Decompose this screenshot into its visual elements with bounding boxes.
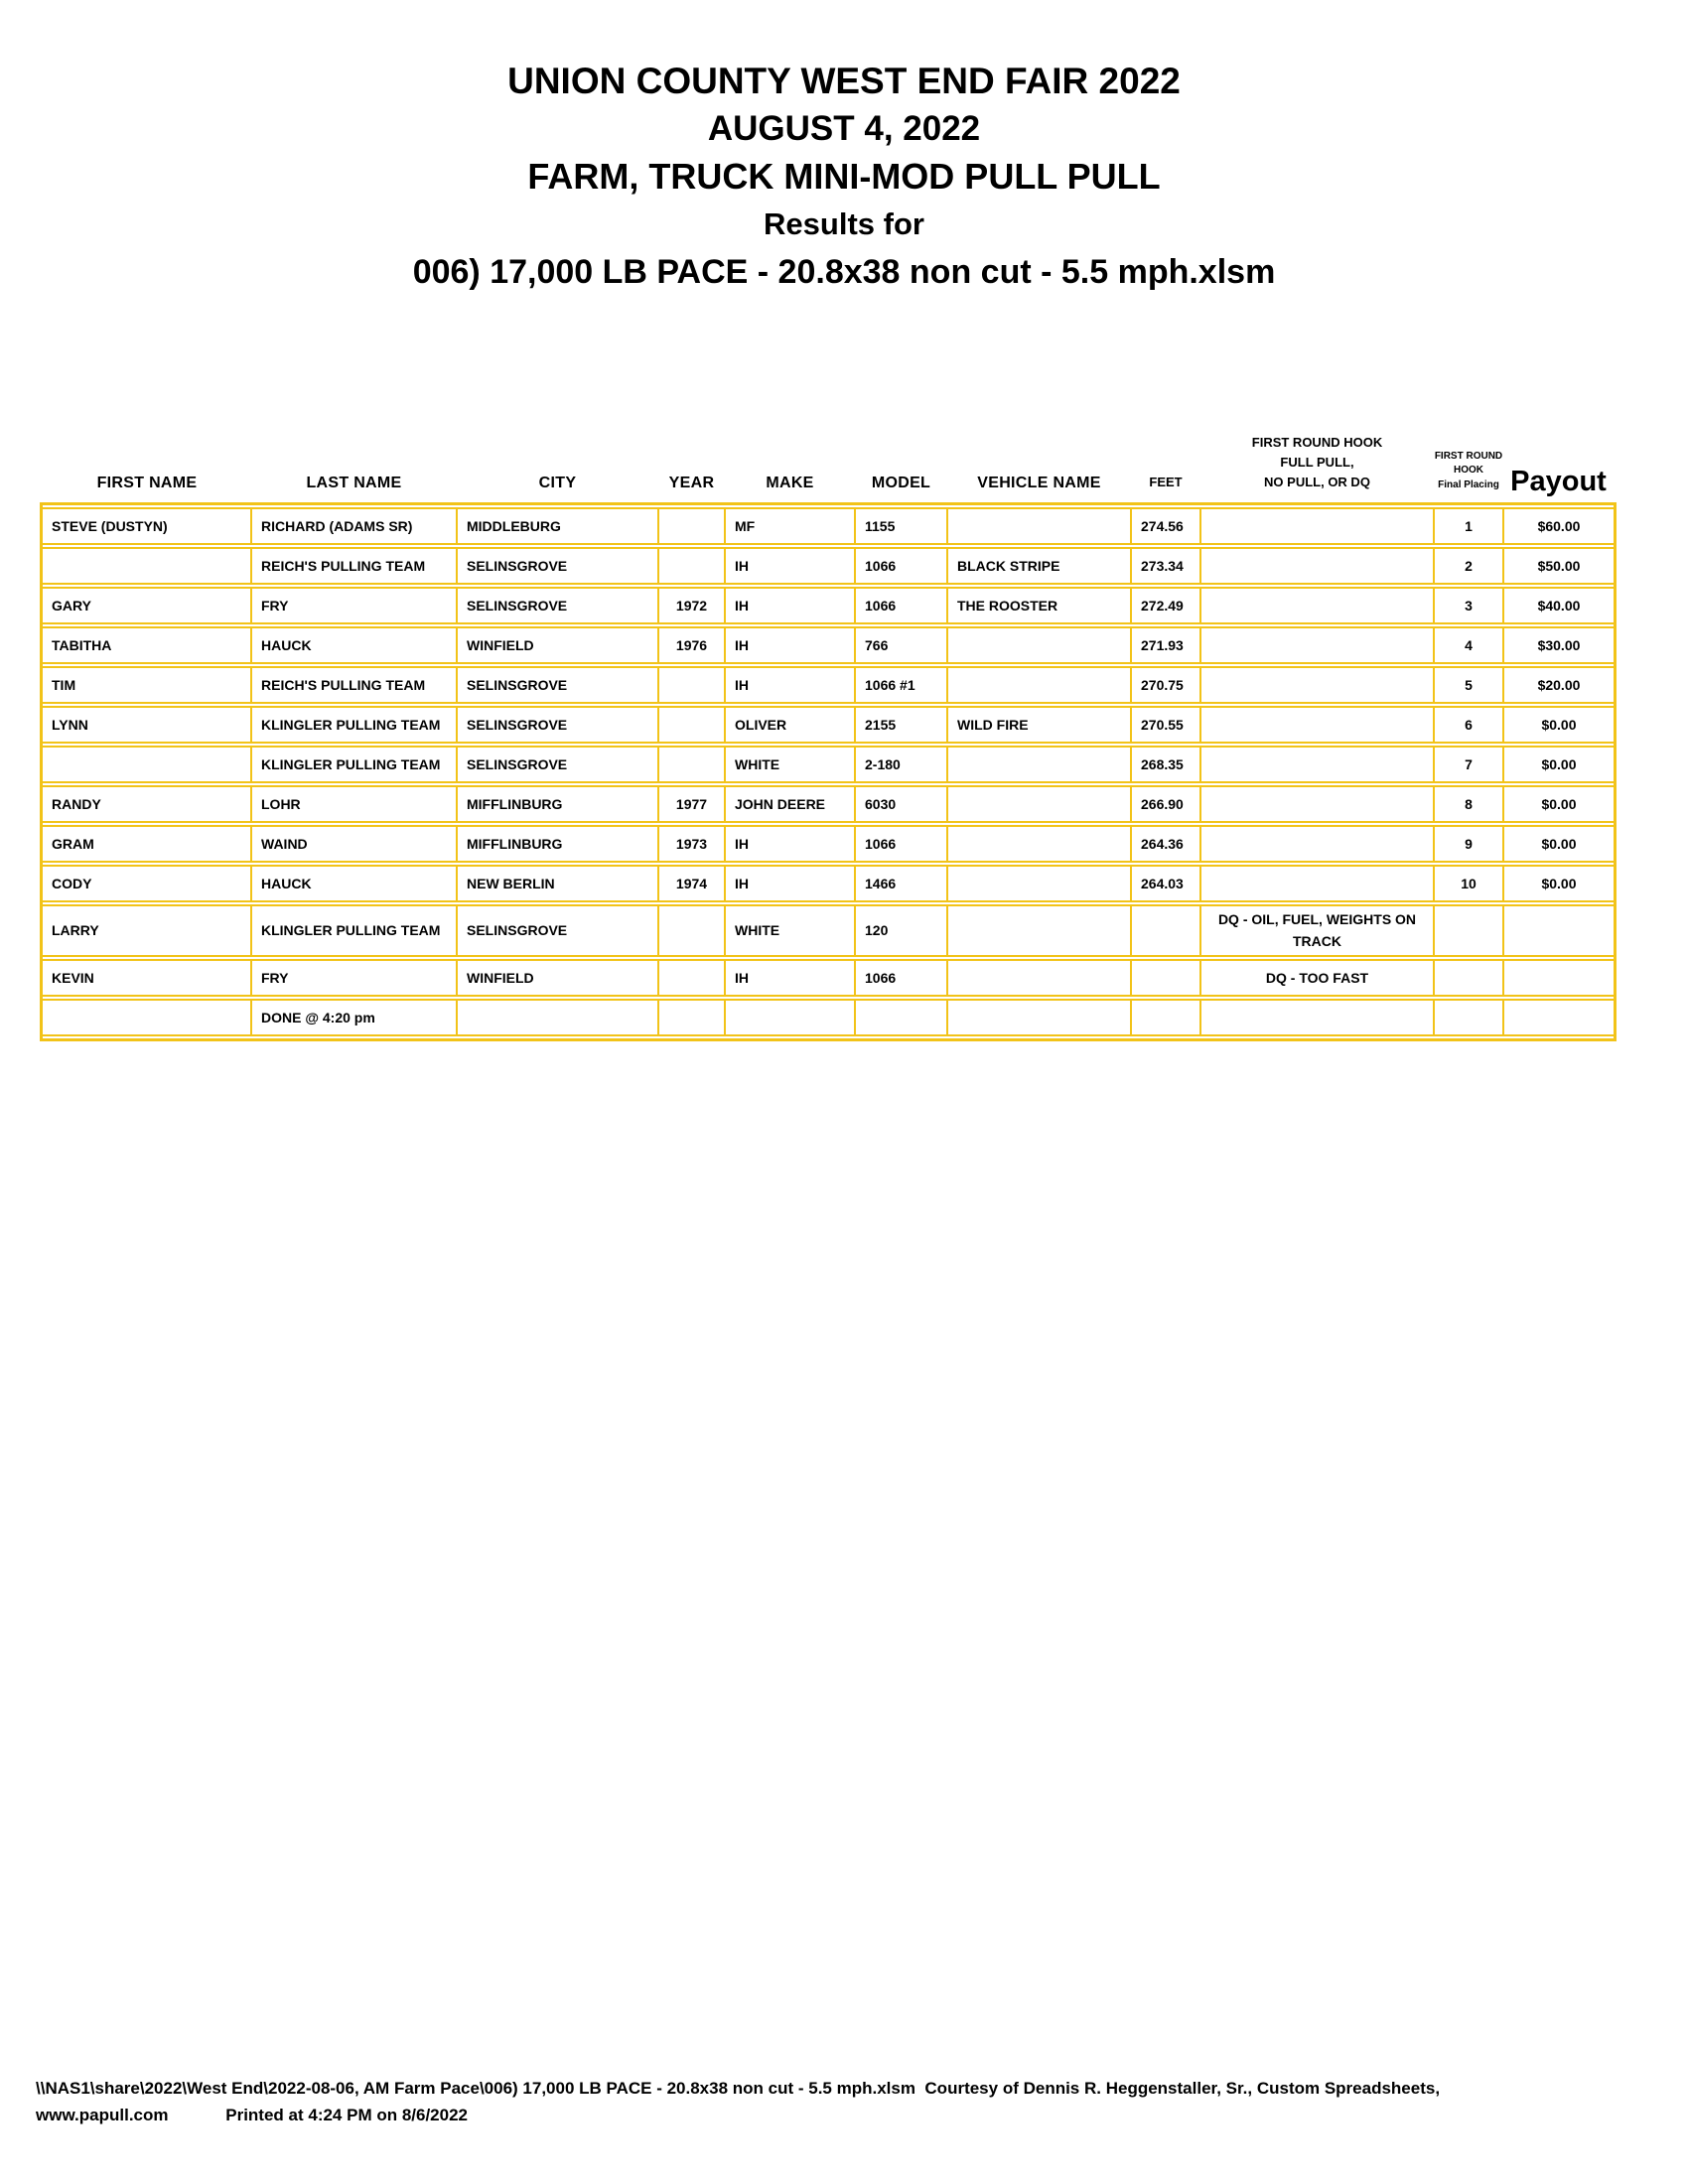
cell-first-name: STEVE (DUSTYN) bbox=[43, 507, 251, 545]
cell-city: SELINSGROVE bbox=[457, 547, 658, 585]
cell-last-name: REICH'S PULLING TEAM bbox=[251, 547, 457, 585]
cell-final-placing: 4 bbox=[1434, 626, 1503, 664]
cell-city bbox=[457, 999, 658, 1036]
cell-first-round-hook bbox=[1200, 785, 1434, 823]
cell-model: 2155 bbox=[855, 706, 947, 744]
cell-final-placing bbox=[1434, 904, 1503, 957]
page-footer bbox=[36, 2079, 1644, 2125]
cell-model: 1066 #1 bbox=[855, 666, 947, 704]
cell-feet: 266.90 bbox=[1131, 785, 1200, 823]
cell-payout: $0.00 bbox=[1503, 785, 1614, 823]
cell-feet: 270.75 bbox=[1131, 666, 1200, 704]
cell-make: WHITE bbox=[725, 904, 855, 957]
cell-first-name: GRAM bbox=[43, 825, 251, 863]
cell-last-name: HAUCK bbox=[251, 626, 457, 664]
cell-vehicle-name: BLACK STRIPE bbox=[947, 547, 1131, 585]
cell-payout: $0.00 bbox=[1503, 706, 1614, 744]
cell-payout: $0.00 bbox=[1503, 865, 1614, 902]
cell-make: OLIVER bbox=[725, 706, 855, 744]
cell-model: 1066 bbox=[855, 587, 947, 624]
cell-year: 1974 bbox=[658, 865, 725, 902]
cell-make: IH bbox=[725, 666, 855, 704]
cell-vehicle-name bbox=[947, 999, 1131, 1036]
cell-city: SELINSGROVE bbox=[457, 746, 658, 783]
cell-city: WINFIELD bbox=[457, 959, 658, 997]
cell-first-name: TABITHA bbox=[43, 626, 251, 664]
cell-payout: $30.00 bbox=[1503, 626, 1614, 664]
cell-make bbox=[725, 999, 855, 1036]
cell-final-placing: 1 bbox=[1434, 507, 1503, 545]
cell-year bbox=[658, 959, 725, 997]
page-title: UNION COUNTY WEST END FAIR 2022 bbox=[507, 61, 1181, 101]
table-row bbox=[43, 547, 1614, 585]
cell-first-name: KEVIN bbox=[43, 959, 251, 997]
cell-make: IH bbox=[725, 825, 855, 863]
cell-feet: 272.49 bbox=[1131, 587, 1200, 624]
cell-first-round-hook: DQ - OIL, FUEL, WEIGHTS ON TRACK bbox=[1200, 904, 1434, 957]
cell-make: MF bbox=[725, 507, 855, 545]
cell-final-placing bbox=[1434, 999, 1503, 1036]
cell-first-name bbox=[43, 999, 251, 1036]
cell-city: SELINSGROVE bbox=[457, 587, 658, 624]
table-row bbox=[43, 587, 1614, 624]
column-header-feet: FEET bbox=[1149, 474, 1183, 489]
cell-feet bbox=[1131, 959, 1200, 997]
cell-city: SELINSGROVE bbox=[457, 706, 658, 744]
cell-vehicle-name bbox=[947, 825, 1131, 863]
results-table-wrap bbox=[40, 502, 1617, 1041]
cell-make: IH bbox=[725, 959, 855, 997]
cell-first-round-hook bbox=[1200, 626, 1434, 664]
cell-payout bbox=[1503, 999, 1614, 1036]
cell-first-name: RANDY bbox=[43, 785, 251, 823]
cell-last-name: DONE @ 4:20 pm bbox=[251, 999, 457, 1036]
cell-model: 1066 bbox=[855, 547, 947, 585]
cell-city: SELINSGROVE bbox=[457, 904, 658, 957]
cell-vehicle-name bbox=[947, 865, 1131, 902]
cell-first-round-hook bbox=[1200, 865, 1434, 902]
cell-final-placing: 9 bbox=[1434, 825, 1503, 863]
column-header-model: MODEL bbox=[871, 475, 931, 491]
cell-make: IH bbox=[725, 865, 855, 902]
table-row bbox=[43, 825, 1614, 863]
column-headers bbox=[43, 423, 1614, 502]
cell-last-name: FRY bbox=[251, 959, 457, 997]
column-header-city: CITY bbox=[538, 475, 577, 491]
cell-feet: 264.03 bbox=[1131, 865, 1200, 902]
results-for-label: Results for bbox=[764, 206, 924, 241]
cell-city: WINFIELD bbox=[457, 626, 658, 664]
cell-vehicle-name: THE ROOSTER bbox=[947, 587, 1131, 624]
column-header-payout: Payout bbox=[1510, 466, 1607, 497]
cell-vehicle-name bbox=[947, 666, 1131, 704]
cell-payout: $60.00 bbox=[1503, 507, 1614, 545]
footer-line2 bbox=[36, 2106, 1644, 2125]
table-row bbox=[43, 626, 1614, 664]
cell-feet: 264.36 bbox=[1131, 825, 1200, 863]
cell-first-name: TIM bbox=[43, 666, 251, 704]
cell-feet: 270.55 bbox=[1131, 706, 1200, 744]
cell-first-name: LYNN bbox=[43, 706, 251, 744]
cell-vehicle-name bbox=[947, 904, 1131, 957]
cell-first-round-hook bbox=[1200, 547, 1434, 585]
column-header-year: YEAR bbox=[668, 475, 715, 491]
column-header-first-round-hook: FIRST ROUND HOOK FULL PULL, NO PULL, OR DQ bbox=[1251, 434, 1383, 489]
cell-make: IH bbox=[725, 626, 855, 664]
cell-feet bbox=[1131, 999, 1200, 1036]
cell-first-round-hook bbox=[1200, 507, 1434, 545]
cell-first-round-hook: DQ - TOO FAST bbox=[1200, 959, 1434, 997]
cell-vehicle-name bbox=[947, 507, 1131, 545]
column-header-vehicle-name: VEHICLE NAME bbox=[977, 475, 1101, 491]
cell-final-placing: 7 bbox=[1434, 746, 1503, 783]
cell-year: 1977 bbox=[658, 785, 725, 823]
footer-printed-at: Printed at 4:24 PM on 8/6/2022 bbox=[225, 2106, 468, 2124]
cell-year bbox=[658, 999, 725, 1036]
cell-feet: 271.93 bbox=[1131, 626, 1200, 664]
cell-year: 1972 bbox=[658, 587, 725, 624]
cell-model: 6030 bbox=[855, 785, 947, 823]
cell-first-round-hook bbox=[1200, 587, 1434, 624]
cell-last-name: FRY bbox=[251, 587, 457, 624]
cell-payout: $50.00 bbox=[1503, 547, 1614, 585]
cell-first-name: GARY bbox=[43, 587, 251, 624]
cell-make: JOHN DEERE bbox=[725, 785, 855, 823]
table-row bbox=[43, 507, 1614, 545]
cell-last-name: RICHARD (ADAMS SR) bbox=[251, 507, 457, 545]
cell-model: 766 bbox=[855, 626, 947, 664]
cell-year bbox=[658, 547, 725, 585]
column-header-make: MAKE bbox=[766, 475, 814, 491]
cell-first-name bbox=[43, 746, 251, 783]
cell-year: 1973 bbox=[658, 825, 725, 863]
cell-final-placing: 6 bbox=[1434, 706, 1503, 744]
column-header-last-name: LAST NAME bbox=[306, 475, 402, 491]
cell-last-name: KLINGLER PULLING TEAM bbox=[251, 904, 457, 957]
event-date: AUGUST 4, 2022 bbox=[707, 109, 981, 148]
cell-year bbox=[658, 746, 725, 783]
footer-file-path: \\NAS1\share\2022\West End\2022-08-06, AM Farm Pace\006) 17,000 LB PACE - 20.8x38 non cut - 5.5 mph.xlsm Courtesy of Dennis R. Heggenstaller, Sr., Custom Spreadsheets, bbox=[36, 2079, 1441, 2098]
cell-payout: $40.00 bbox=[1503, 587, 1614, 624]
cell-final-placing: 8 bbox=[1434, 785, 1503, 823]
event-class: FARM, TRUCK MINI-MOD PULL PULL bbox=[527, 156, 1161, 197]
cell-final-placing: 10 bbox=[1434, 865, 1503, 902]
cell-city: MIDDLEBURG bbox=[457, 507, 658, 545]
title-block bbox=[0, 0, 1688, 296]
cell-feet: 268.35 bbox=[1131, 746, 1200, 783]
cell-first-round-hook bbox=[1200, 825, 1434, 863]
cell-feet: 273.34 bbox=[1131, 547, 1200, 585]
cell-city: MIFFLINBURG bbox=[457, 825, 658, 863]
footer-website: www.papull.com bbox=[36, 2106, 169, 2124]
cell-model bbox=[855, 999, 947, 1036]
cell-model: 1066 bbox=[855, 825, 947, 863]
cell-first-name bbox=[43, 547, 251, 585]
table-row bbox=[43, 666, 1614, 704]
cell-year bbox=[658, 904, 725, 957]
cell-first-name: CODY bbox=[43, 865, 251, 902]
cell-first-round-hook bbox=[1200, 746, 1434, 783]
cell-final-placing: 3 bbox=[1434, 587, 1503, 624]
cell-first-round-hook bbox=[1200, 706, 1434, 744]
cell-vehicle-name bbox=[947, 785, 1131, 823]
cell-payout: $0.00 bbox=[1503, 746, 1614, 783]
cell-payout: $0.00 bbox=[1503, 825, 1614, 863]
cell-model: 120 bbox=[855, 904, 947, 957]
cell-payout bbox=[1503, 959, 1614, 997]
cell-model: 1466 bbox=[855, 865, 947, 902]
cell-city: MIFFLINBURG bbox=[457, 785, 658, 823]
table-row bbox=[43, 706, 1614, 744]
table-row bbox=[43, 746, 1614, 783]
cell-last-name: KLINGLER PULLING TEAM bbox=[251, 706, 457, 744]
cell-first-round-hook bbox=[1200, 999, 1434, 1036]
cell-vehicle-name bbox=[947, 746, 1131, 783]
cell-vehicle-name bbox=[947, 626, 1131, 664]
table-row bbox=[43, 865, 1614, 902]
cell-make: IH bbox=[725, 587, 855, 624]
cell-final-placing bbox=[1434, 959, 1503, 997]
table-row bbox=[43, 959, 1614, 997]
table-row bbox=[43, 999, 1614, 1036]
column-header-first-name: FIRST NAME bbox=[96, 475, 198, 491]
cell-last-name: REICH'S PULLING TEAM bbox=[251, 666, 457, 704]
cell-feet: 274.56 bbox=[1131, 507, 1200, 545]
cell-last-name: KLINGLER PULLING TEAM bbox=[251, 746, 457, 783]
cell-model: 1066 bbox=[855, 959, 947, 997]
cell-city: SELINSGROVE bbox=[457, 666, 658, 704]
cell-make: IH bbox=[725, 547, 855, 585]
table-row bbox=[43, 785, 1614, 823]
cell-last-name: HAUCK bbox=[251, 865, 457, 902]
cell-final-placing: 5 bbox=[1434, 666, 1503, 704]
results-file-name: 006) 17,000 LB PACE - 20.8x38 non cut - 5.5 mph.xlsm bbox=[412, 253, 1276, 291]
cell-feet bbox=[1131, 904, 1200, 957]
cell-vehicle-name bbox=[947, 959, 1131, 997]
cell-model: 2-180 bbox=[855, 746, 947, 783]
cell-city: NEW BERLIN bbox=[457, 865, 658, 902]
cell-first-name: LARRY bbox=[43, 904, 251, 957]
cell-payout: $20.00 bbox=[1503, 666, 1614, 704]
cell-last-name: WAIND bbox=[251, 825, 457, 863]
cell-final-placing: 2 bbox=[1434, 547, 1503, 585]
column-header-final-placing: FIRST ROUND HOOK Final Placing bbox=[1434, 450, 1503, 490]
cell-make: WHITE bbox=[725, 746, 855, 783]
cell-year: 1976 bbox=[658, 626, 725, 664]
cell-first-round-hook bbox=[1200, 666, 1434, 704]
cell-vehicle-name: WILD FIRE bbox=[947, 706, 1131, 744]
cell-year bbox=[658, 706, 725, 744]
results-table bbox=[43, 505, 1614, 1038]
cell-year bbox=[658, 666, 725, 704]
cell-last-name: LOHR bbox=[251, 785, 457, 823]
cell-year bbox=[658, 507, 725, 545]
cell-model: 1155 bbox=[855, 507, 947, 545]
cell-payout bbox=[1503, 904, 1614, 957]
table-row bbox=[43, 904, 1614, 957]
